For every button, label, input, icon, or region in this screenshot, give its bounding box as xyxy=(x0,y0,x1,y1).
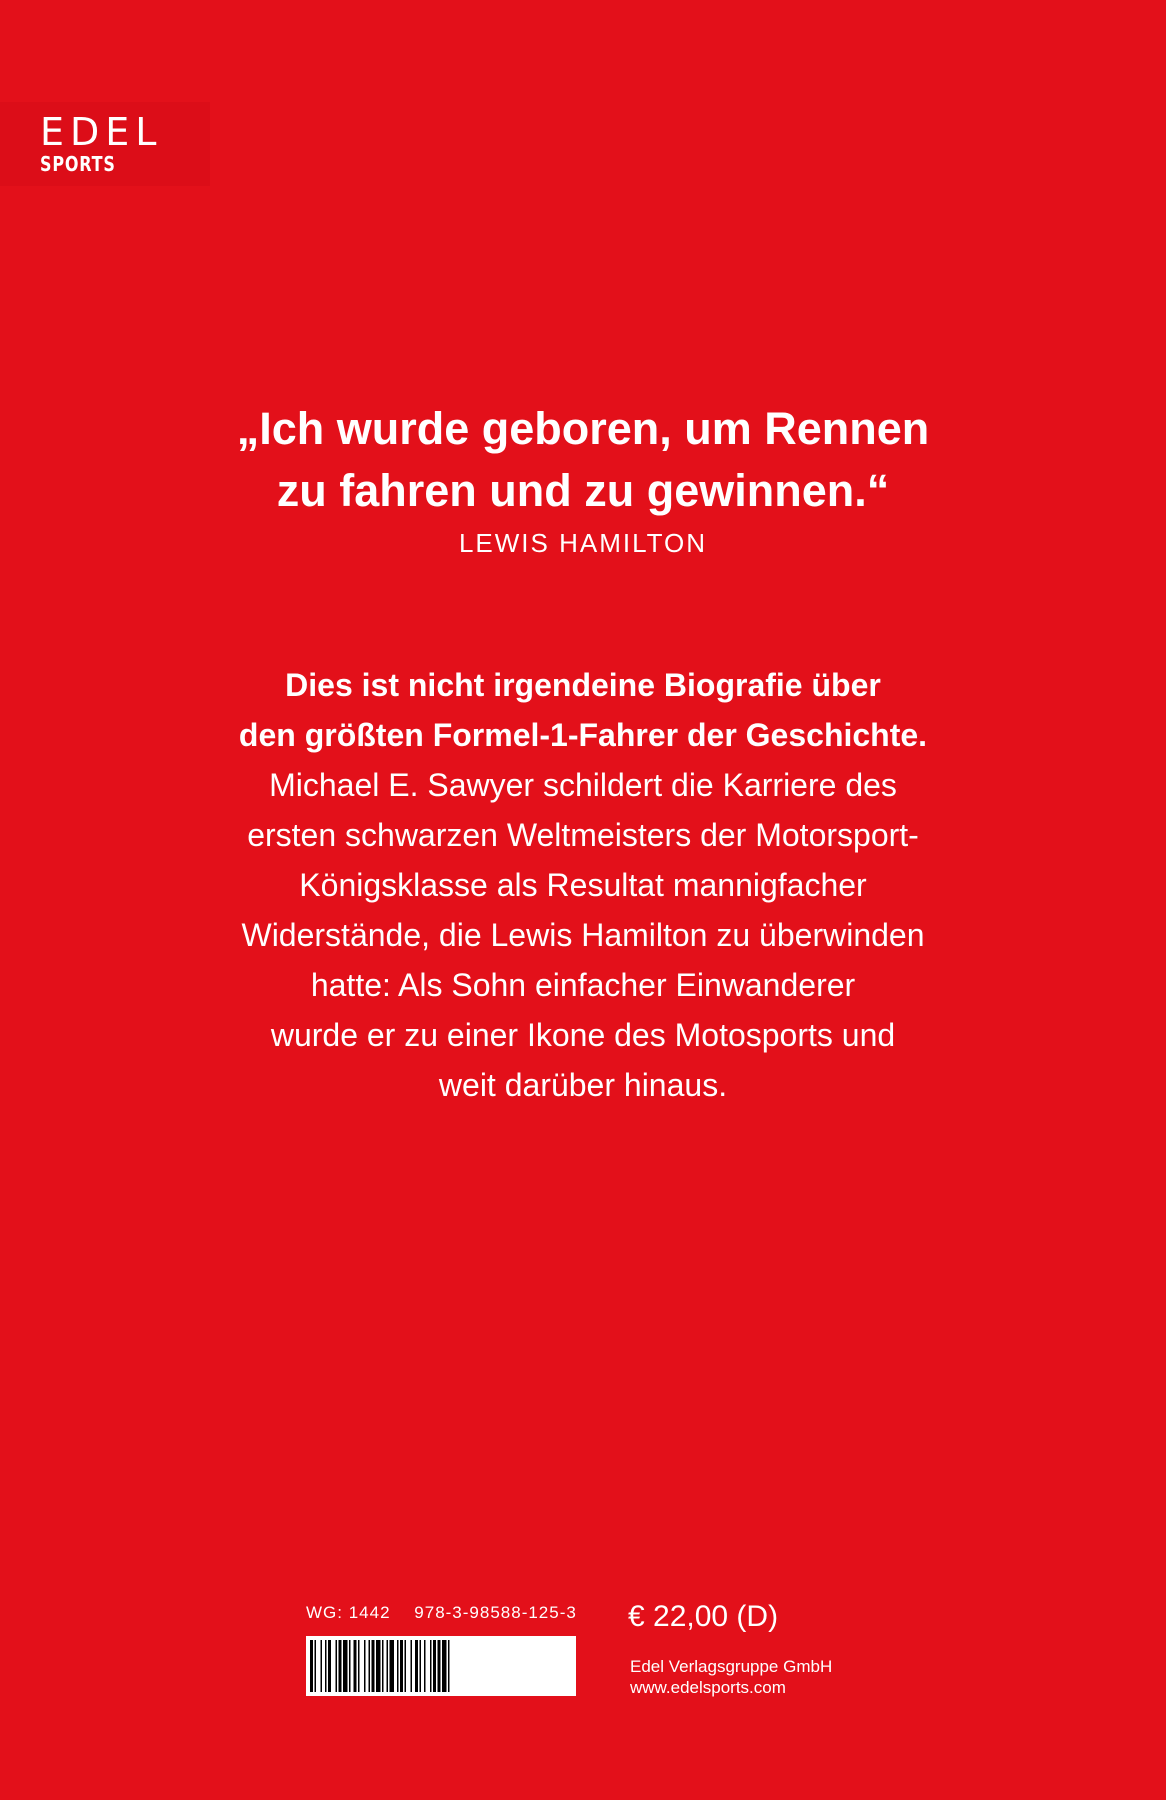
barcode-bar xyxy=(400,1640,403,1692)
barcode-bar xyxy=(349,1640,351,1692)
barcode-bar xyxy=(336,1640,338,1692)
barcode-bar xyxy=(424,1640,426,1692)
barcode-bar xyxy=(411,1640,413,1692)
barcode-bar xyxy=(372,1640,375,1692)
barcode-bar xyxy=(430,1640,432,1692)
quote-line-1: „Ich wurde geboren, um Rennen xyxy=(236,403,930,454)
price: € 22,00 (D) xyxy=(628,1600,779,1633)
barcode-bar xyxy=(405,1640,407,1692)
barcode-bar xyxy=(397,1640,399,1692)
barcode-bar xyxy=(390,1640,395,1692)
blurb-line-4: Widerstände, die Lewis Hamilton zu überwinden xyxy=(241,917,925,953)
publisher-website: www.edelsports.com xyxy=(630,1678,786,1697)
logo-sports-text: SPORTS xyxy=(40,152,116,176)
barcode-bar xyxy=(376,1640,381,1692)
barcode-bar xyxy=(438,1640,441,1692)
blurb-bold-line-1: Dies ist nicht irgendeine Biografie über xyxy=(285,667,881,703)
quote-line-2: zu fahren und zu gewinnen.“ xyxy=(276,465,890,516)
barcode-bar xyxy=(387,1640,389,1692)
barcode-bar xyxy=(369,1640,371,1692)
barcode-bar xyxy=(328,1640,331,1692)
blurb-line-2: ersten schwarzen Weltmeisters der Motorsport- xyxy=(247,817,919,853)
barcode-graphic xyxy=(306,1636,576,1696)
barcode-bar xyxy=(415,1640,418,1692)
barcode-bar xyxy=(364,1640,366,1692)
barcode-bar xyxy=(448,1640,450,1692)
blurb-line-1: Michael E. Sawyer schildert die Karriere des xyxy=(269,767,897,803)
wg-code: WG: 1442 xyxy=(306,1603,391,1622)
barcode-bar xyxy=(354,1640,357,1692)
barcode-bar xyxy=(339,1640,342,1692)
blurb-text xyxy=(0,660,1166,1110)
barcode-bar xyxy=(310,1640,313,1692)
barcode-bar xyxy=(442,1640,447,1692)
blurb-line-6: wurde er zu einer Ikone des Motosports und xyxy=(270,1017,896,1053)
publisher-info xyxy=(630,1656,832,1698)
barcode-bar xyxy=(382,1640,384,1692)
isbn-number: 978-3-98588-125-3 xyxy=(414,1603,577,1622)
barcode-bar xyxy=(343,1640,348,1692)
blurb-line-7: weit darüber hinaus. xyxy=(438,1067,728,1103)
barcode-bar xyxy=(433,1640,436,1692)
logo-edel-text: EDEL xyxy=(40,110,163,154)
barcode xyxy=(306,1636,576,1696)
quote-block xyxy=(0,398,1166,559)
quote-author: LEWIS HAMILTON xyxy=(458,528,708,558)
blurb-line-3: Königsklasse als Resultat mannigfacher xyxy=(299,867,867,903)
edel-sports-logo xyxy=(0,102,210,186)
barcode-bar xyxy=(315,1640,317,1692)
barcode-bar xyxy=(321,1640,323,1692)
blurb-bold-line-2: den größten Formel-1-Fahrer der Geschichte. xyxy=(238,717,928,753)
barcode-bar xyxy=(325,1640,327,1692)
publisher-name: Edel Verlagsgruppe GmbH xyxy=(630,1657,833,1676)
barcode-bar xyxy=(358,1640,360,1692)
blurb-line-5: hatte: Als Sohn einfacher Einwanderer xyxy=(310,967,856,1003)
barcode-bar xyxy=(420,1640,422,1692)
book-meta xyxy=(306,1603,595,1623)
